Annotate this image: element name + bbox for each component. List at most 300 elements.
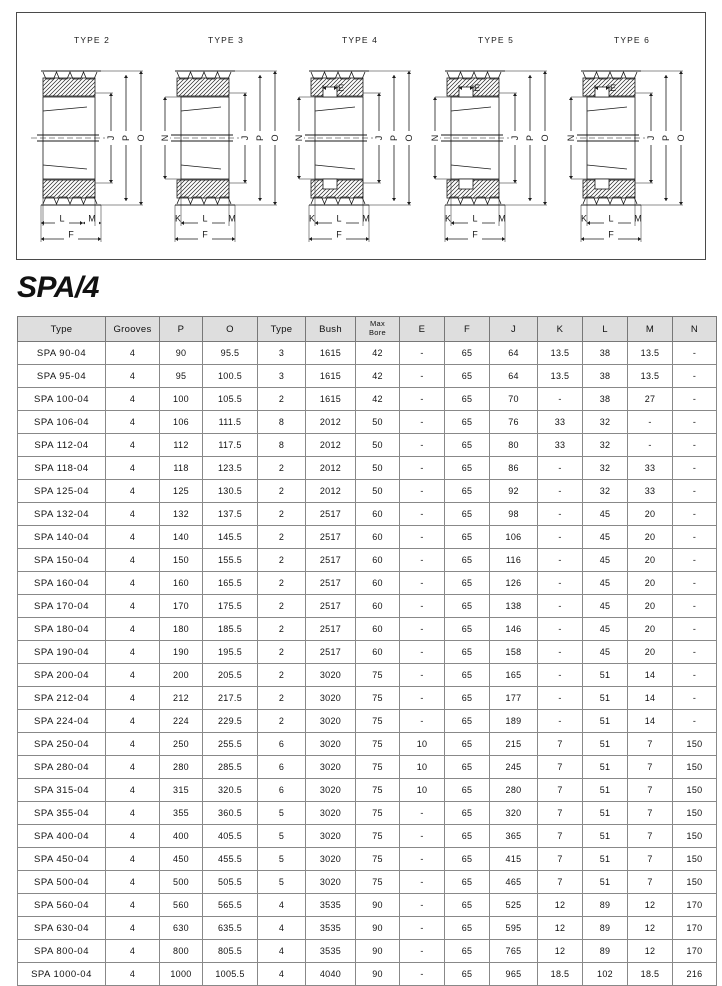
cell-e: - bbox=[400, 940, 445, 963]
table-row bbox=[18, 664, 717, 687]
cell-type: SPA 150-04 bbox=[18, 549, 106, 572]
drawing-title: TYPE 2 bbox=[74, 35, 110, 45]
cell-max-bore: 90 bbox=[356, 940, 400, 963]
spec-table-container bbox=[17, 316, 706, 986]
cell-bush: 3020 bbox=[306, 848, 356, 871]
cell-type: SPA 280-04 bbox=[18, 756, 106, 779]
cell-bush: 3020 bbox=[306, 733, 356, 756]
cell-m: 20 bbox=[628, 503, 673, 526]
cell-bush: 2517 bbox=[306, 595, 356, 618]
cell-max-bore: 75 bbox=[356, 756, 400, 779]
cell-bush: 3535 bbox=[306, 940, 356, 963]
cell-e: - bbox=[400, 457, 445, 480]
cell-f: 65 bbox=[445, 756, 490, 779]
cell-type: 5 bbox=[258, 825, 306, 848]
cell-m: 20 bbox=[628, 618, 673, 641]
cell-k: 7 bbox=[538, 871, 583, 894]
cell-f: 65 bbox=[445, 963, 490, 986]
cell-k: - bbox=[538, 526, 583, 549]
cell-p: 500 bbox=[160, 871, 203, 894]
cell-grooves: 4 bbox=[106, 779, 160, 802]
table-row bbox=[18, 618, 717, 641]
cell-f: 65 bbox=[445, 618, 490, 641]
cell-max-bore: 50 bbox=[356, 457, 400, 480]
cell-o: 195.5 bbox=[203, 641, 258, 664]
cell-o: 805.5 bbox=[203, 940, 258, 963]
cell-f: 65 bbox=[445, 802, 490, 825]
cell-p: 315 bbox=[160, 779, 203, 802]
cell-l: 89 bbox=[583, 894, 628, 917]
cell-j: 86 bbox=[490, 457, 538, 480]
column-header-type: Type bbox=[258, 317, 306, 342]
cell-n: - bbox=[673, 457, 717, 480]
cell-grooves: 4 bbox=[106, 572, 160, 595]
drawing-canvas bbox=[563, 53, 701, 253]
cell-p: 150 bbox=[160, 549, 203, 572]
cell-type: SPA 800-04 bbox=[18, 940, 106, 963]
page-title: SPA/4 bbox=[17, 271, 99, 304]
cell-l: 51 bbox=[583, 664, 628, 687]
cell-j: 98 bbox=[490, 503, 538, 526]
cell-grooves: 4 bbox=[106, 526, 160, 549]
cell-n: - bbox=[673, 342, 717, 365]
cell-bush: 3020 bbox=[306, 664, 356, 687]
cell-f: 65 bbox=[445, 687, 490, 710]
cell-type: SPA 95-04 bbox=[18, 365, 106, 388]
cell-l: 89 bbox=[583, 940, 628, 963]
cell-type: 2 bbox=[258, 526, 306, 549]
cell-e: - bbox=[400, 411, 445, 434]
cell-j: 76 bbox=[490, 411, 538, 434]
table-row bbox=[18, 388, 717, 411]
cell-n: 150 bbox=[673, 802, 717, 825]
cell-max-bore: 75 bbox=[356, 825, 400, 848]
cell-bush: 3020 bbox=[306, 825, 356, 848]
cell-e: - bbox=[400, 710, 445, 733]
cell-p: 140 bbox=[160, 526, 203, 549]
cell-type: 5 bbox=[258, 848, 306, 871]
column-header-f: F bbox=[445, 317, 490, 342]
cell-bush: 1615 bbox=[306, 342, 356, 365]
cell-l: 32 bbox=[583, 457, 628, 480]
cell-bush: 3020 bbox=[306, 802, 356, 825]
cell-max-bore: 42 bbox=[356, 388, 400, 411]
cell-k: 12 bbox=[538, 894, 583, 917]
cell-grooves: 4 bbox=[106, 411, 160, 434]
table-row bbox=[18, 917, 717, 940]
cell-p: 224 bbox=[160, 710, 203, 733]
cell-m: 14 bbox=[628, 710, 673, 733]
cell-n: - bbox=[673, 434, 717, 457]
cell-f: 65 bbox=[445, 434, 490, 457]
cell-k: - bbox=[538, 549, 583, 572]
cell-o: 320.5 bbox=[203, 779, 258, 802]
cell-m: 12 bbox=[628, 894, 673, 917]
cell-max-bore: 75 bbox=[356, 664, 400, 687]
cell-j: 64 bbox=[490, 365, 538, 388]
cell-type: SPA 315-04 bbox=[18, 779, 106, 802]
table-row bbox=[18, 434, 717, 457]
svg-text:F: F bbox=[202, 229, 208, 240]
cell-p: 1000 bbox=[160, 963, 203, 986]
cell-n: 150 bbox=[673, 848, 717, 871]
column-header-type: Type bbox=[18, 317, 106, 342]
cell-k: 7 bbox=[538, 779, 583, 802]
cell-bush: 3020 bbox=[306, 710, 356, 733]
cell-o: 285.5 bbox=[203, 756, 258, 779]
cell-max-bore: 75 bbox=[356, 710, 400, 733]
cell-n: - bbox=[673, 549, 717, 572]
svg-text:O: O bbox=[540, 134, 550, 142]
cell-m: 14 bbox=[628, 664, 673, 687]
cell-m: 14 bbox=[628, 687, 673, 710]
table-row bbox=[18, 480, 717, 503]
svg-text:N: N bbox=[160, 134, 170, 142]
cell-j: 365 bbox=[490, 825, 538, 848]
cell-j: 245 bbox=[490, 756, 538, 779]
cell-o: 95.5 bbox=[203, 342, 258, 365]
cell-o: 217.5 bbox=[203, 687, 258, 710]
cell-p: 125 bbox=[160, 480, 203, 503]
cell-n: 170 bbox=[673, 894, 717, 917]
cell-m: 7 bbox=[628, 871, 673, 894]
cell-e: - bbox=[400, 549, 445, 572]
cell-bush: 1615 bbox=[306, 365, 356, 388]
cell-o: 165.5 bbox=[203, 572, 258, 595]
cell-o: 145.5 bbox=[203, 526, 258, 549]
cell-type: 2 bbox=[258, 710, 306, 733]
cell-type: 5 bbox=[258, 802, 306, 825]
cell-type: SPA 100-04 bbox=[18, 388, 106, 411]
table-row bbox=[18, 411, 717, 434]
cell-p: 190 bbox=[160, 641, 203, 664]
drawing-title: TYPE 3 bbox=[208, 35, 244, 45]
table-row bbox=[18, 549, 717, 572]
cell-type: 5 bbox=[258, 871, 306, 894]
cell-p: 400 bbox=[160, 825, 203, 848]
cell-k: 7 bbox=[538, 802, 583, 825]
cell-p: 560 bbox=[160, 894, 203, 917]
cell-f: 65 bbox=[445, 388, 490, 411]
cell-l: 51 bbox=[583, 871, 628, 894]
cell-type: SPA 132-04 bbox=[18, 503, 106, 526]
pulley-drawing-type-3 bbox=[157, 13, 295, 259]
cell-l: 45 bbox=[583, 526, 628, 549]
cell-j: 116 bbox=[490, 549, 538, 572]
cell-j: 415 bbox=[490, 848, 538, 871]
table-body bbox=[18, 342, 717, 986]
column-header-max-bore: Max Bore bbox=[356, 317, 400, 342]
cell-grooves: 4 bbox=[106, 710, 160, 733]
cell-type: 4 bbox=[258, 963, 306, 986]
cell-type: SPA 630-04 bbox=[18, 917, 106, 940]
cell-type: 2 bbox=[258, 457, 306, 480]
cell-type: 3 bbox=[258, 342, 306, 365]
column-header-j: J bbox=[490, 317, 538, 342]
cell-max-bore: 42 bbox=[356, 342, 400, 365]
table-row bbox=[18, 779, 717, 802]
cell-f: 65 bbox=[445, 825, 490, 848]
cell-bush: 1615 bbox=[306, 388, 356, 411]
cell-j: 80 bbox=[490, 434, 538, 457]
cell-m: 33 bbox=[628, 457, 673, 480]
column-header-n: N bbox=[673, 317, 717, 342]
cell-o: 175.5 bbox=[203, 595, 258, 618]
cell-max-bore: 90 bbox=[356, 917, 400, 940]
cell-o: 117.5 bbox=[203, 434, 258, 457]
cell-bush: 2517 bbox=[306, 618, 356, 641]
svg-text:K: K bbox=[580, 213, 588, 224]
cell-type: SPA 170-04 bbox=[18, 595, 106, 618]
cell-e: - bbox=[400, 894, 445, 917]
cell-bush: 2517 bbox=[306, 572, 356, 595]
cell-type: SPA 200-04 bbox=[18, 664, 106, 687]
cell-p: 355 bbox=[160, 802, 203, 825]
cell-bush: 3535 bbox=[306, 894, 356, 917]
cell-type: 3 bbox=[258, 365, 306, 388]
cell-type: SPA 118-04 bbox=[18, 457, 106, 480]
cell-j: 70 bbox=[490, 388, 538, 411]
cell-n: - bbox=[673, 503, 717, 526]
svg-text:J: J bbox=[106, 135, 116, 141]
svg-text:F: F bbox=[68, 229, 74, 240]
svg-text:M: M bbox=[362, 213, 370, 224]
cell-o: 255.5 bbox=[203, 733, 258, 756]
cell-p: 250 bbox=[160, 733, 203, 756]
column-header-m: M bbox=[628, 317, 673, 342]
cell-l: 51 bbox=[583, 733, 628, 756]
cell-max-bore: 50 bbox=[356, 434, 400, 457]
drawing-canvas bbox=[291, 53, 429, 253]
cell-l: 32 bbox=[583, 480, 628, 503]
cell-e: - bbox=[400, 802, 445, 825]
cell-o: 137.5 bbox=[203, 503, 258, 526]
pulley-drawings-panel bbox=[16, 12, 706, 260]
cell-type: 6 bbox=[258, 733, 306, 756]
svg-text:M: M bbox=[634, 213, 642, 224]
cell-max-bore: 50 bbox=[356, 411, 400, 434]
cell-n: - bbox=[673, 526, 717, 549]
cell-m: - bbox=[628, 434, 673, 457]
cell-grooves: 4 bbox=[106, 687, 160, 710]
pulley-spec-table bbox=[17, 316, 717, 986]
svg-text:L: L bbox=[472, 213, 478, 224]
cell-o: 105.5 bbox=[203, 388, 258, 411]
cell-p: 170 bbox=[160, 595, 203, 618]
pulley-drawing-type-2 bbox=[23, 13, 161, 259]
svg-text:N: N bbox=[294, 134, 304, 142]
cell-m: 13.5 bbox=[628, 365, 673, 388]
svg-text:E: E bbox=[609, 83, 617, 93]
table-row bbox=[18, 802, 717, 825]
table-row bbox=[18, 848, 717, 871]
cell-m: 7 bbox=[628, 802, 673, 825]
table-row bbox=[18, 894, 717, 917]
cell-type: 2 bbox=[258, 595, 306, 618]
cell-e: 10 bbox=[400, 756, 445, 779]
cell-bush: 2012 bbox=[306, 457, 356, 480]
cell-k: 7 bbox=[538, 848, 583, 871]
cell-j: 465 bbox=[490, 871, 538, 894]
cell-n: - bbox=[673, 618, 717, 641]
cell-e: - bbox=[400, 618, 445, 641]
svg-text:P: P bbox=[121, 134, 131, 142]
cell-j: 146 bbox=[490, 618, 538, 641]
svg-text:P: P bbox=[389, 134, 399, 142]
svg-text:P: P bbox=[525, 134, 535, 142]
cell-k: - bbox=[538, 641, 583, 664]
cell-n: - bbox=[673, 572, 717, 595]
cell-o: 455.5 bbox=[203, 848, 258, 871]
cell-l: 51 bbox=[583, 687, 628, 710]
cell-k: 13.5 bbox=[538, 365, 583, 388]
cell-max-bore: 60 bbox=[356, 641, 400, 664]
cell-k: - bbox=[538, 687, 583, 710]
cell-o: 229.5 bbox=[203, 710, 258, 733]
drawing-title: TYPE 4 bbox=[342, 35, 378, 45]
cell-j: 525 bbox=[490, 894, 538, 917]
column-header-p: P bbox=[160, 317, 203, 342]
cell-grooves: 4 bbox=[106, 848, 160, 871]
cell-f: 65 bbox=[445, 572, 490, 595]
table-row bbox=[18, 825, 717, 848]
cell-grooves: 4 bbox=[106, 457, 160, 480]
cell-l: 51 bbox=[583, 848, 628, 871]
svg-text:K: K bbox=[308, 213, 316, 224]
cell-bush: 2517 bbox=[306, 641, 356, 664]
cell-m: 12 bbox=[628, 917, 673, 940]
cell-max-bore: 75 bbox=[356, 779, 400, 802]
cell-k: 33 bbox=[538, 434, 583, 457]
cell-n: 150 bbox=[673, 871, 717, 894]
cell-f: 65 bbox=[445, 457, 490, 480]
cell-m: 7 bbox=[628, 733, 673, 756]
cell-type: 2 bbox=[258, 549, 306, 572]
cell-p: 132 bbox=[160, 503, 203, 526]
cell-m: 20 bbox=[628, 549, 673, 572]
cell-type: 8 bbox=[258, 411, 306, 434]
cell-k: - bbox=[538, 457, 583, 480]
table-header bbox=[18, 317, 717, 342]
cell-bush: 2012 bbox=[306, 480, 356, 503]
pulley-drawing-type-5 bbox=[427, 13, 565, 259]
cell-grooves: 4 bbox=[106, 963, 160, 986]
svg-text:F: F bbox=[472, 229, 478, 240]
cell-m: 33 bbox=[628, 480, 673, 503]
cell-j: 765 bbox=[490, 940, 538, 963]
cell-max-bore: 42 bbox=[356, 365, 400, 388]
cell-j: 106 bbox=[490, 526, 538, 549]
cell-j: 189 bbox=[490, 710, 538, 733]
table-row bbox=[18, 871, 717, 894]
cell-m: 7 bbox=[628, 779, 673, 802]
svg-text:M: M bbox=[88, 213, 96, 224]
cell-n: 150 bbox=[673, 779, 717, 802]
cell-e: 10 bbox=[400, 733, 445, 756]
cell-e: - bbox=[400, 687, 445, 710]
cell-grooves: 4 bbox=[106, 365, 160, 388]
cell-j: 126 bbox=[490, 572, 538, 595]
cell-n: 170 bbox=[673, 917, 717, 940]
cell-type: 2 bbox=[258, 503, 306, 526]
table-row bbox=[18, 733, 717, 756]
cell-e: - bbox=[400, 664, 445, 687]
cell-grooves: 4 bbox=[106, 802, 160, 825]
table-row bbox=[18, 687, 717, 710]
cell-grooves: 4 bbox=[106, 894, 160, 917]
cell-grooves: 4 bbox=[106, 871, 160, 894]
cell-k: 13.5 bbox=[538, 342, 583, 365]
cell-m: - bbox=[628, 411, 673, 434]
cell-bush: 3020 bbox=[306, 871, 356, 894]
cell-e: - bbox=[400, 388, 445, 411]
cell-type: SPA 355-04 bbox=[18, 802, 106, 825]
drawing-canvas bbox=[427, 53, 565, 253]
cell-n: - bbox=[673, 365, 717, 388]
cell-e: 10 bbox=[400, 779, 445, 802]
cell-f: 65 bbox=[445, 480, 490, 503]
cell-p: 280 bbox=[160, 756, 203, 779]
svg-text:L: L bbox=[202, 213, 208, 224]
cell-max-bore: 60 bbox=[356, 618, 400, 641]
svg-text:O: O bbox=[404, 134, 414, 142]
pulley-drawing-type-6 bbox=[563, 13, 701, 259]
cell-p: 180 bbox=[160, 618, 203, 641]
cell-bush: 3020 bbox=[306, 687, 356, 710]
table-row bbox=[18, 940, 717, 963]
cell-e: - bbox=[400, 871, 445, 894]
cell-f: 65 bbox=[445, 641, 490, 664]
cell-f: 65 bbox=[445, 733, 490, 756]
cell-p: 200 bbox=[160, 664, 203, 687]
cell-l: 45 bbox=[583, 503, 628, 526]
cell-bush: 2012 bbox=[306, 434, 356, 457]
cell-type: 4 bbox=[258, 894, 306, 917]
cell-k: 7 bbox=[538, 733, 583, 756]
cell-e: - bbox=[400, 480, 445, 503]
cell-o: 205.5 bbox=[203, 664, 258, 687]
svg-text:F: F bbox=[608, 229, 614, 240]
cell-p: 118 bbox=[160, 457, 203, 480]
cell-max-bore: 75 bbox=[356, 687, 400, 710]
cell-o: 405.5 bbox=[203, 825, 258, 848]
cell-j: 280 bbox=[490, 779, 538, 802]
cell-o: 505.5 bbox=[203, 871, 258, 894]
cell-n: 170 bbox=[673, 940, 717, 963]
table-row bbox=[18, 503, 717, 526]
cell-grooves: 4 bbox=[106, 618, 160, 641]
cell-type: 2 bbox=[258, 480, 306, 503]
column-header-grooves: Grooves bbox=[106, 317, 160, 342]
cell-grooves: 4 bbox=[106, 641, 160, 664]
cell-l: 38 bbox=[583, 388, 628, 411]
cell-grooves: 4 bbox=[106, 503, 160, 526]
cell-f: 65 bbox=[445, 779, 490, 802]
cell-type: SPA 160-04 bbox=[18, 572, 106, 595]
svg-text:K: K bbox=[174, 213, 182, 224]
cell-grooves: 4 bbox=[106, 940, 160, 963]
cell-max-bore: 60 bbox=[356, 595, 400, 618]
svg-text:F: F bbox=[336, 229, 342, 240]
cell-p: 630 bbox=[160, 917, 203, 940]
drawing-canvas bbox=[23, 53, 161, 253]
cell-n: - bbox=[673, 687, 717, 710]
cell-e: - bbox=[400, 641, 445, 664]
cell-k: - bbox=[538, 388, 583, 411]
cell-k: - bbox=[538, 664, 583, 687]
cell-e: - bbox=[400, 434, 445, 457]
svg-text:K: K bbox=[444, 213, 452, 224]
